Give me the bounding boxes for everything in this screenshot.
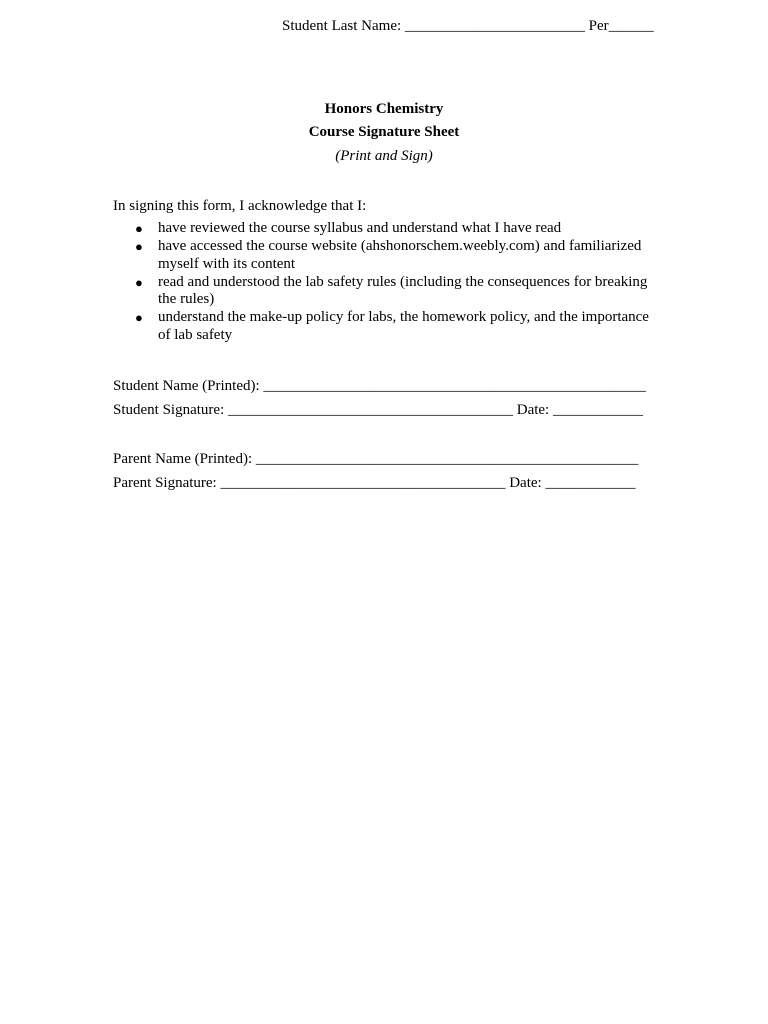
parent-name-line: Parent Name (Printed): ___________________________________________________: [113, 451, 639, 467]
sheet-title: Course Signature Sheet: [308, 124, 460, 140]
student-name-line: Student Name (Printed): ___________________________________________________: [113, 378, 646, 394]
acknowledgement-list: [113, 220, 658, 345]
sheet-subtitle: (Print and Sign): [335, 148, 433, 164]
list-item: [113, 309, 658, 344]
list-item: [113, 220, 658, 238]
bullet-icon: ●: [135, 221, 143, 236]
bullet-icon: ●: [135, 274, 143, 290]
acknowledgement-intro: In signing this form, I acknowledge that I:: [113, 198, 367, 214]
bullet-icon: ●: [135, 310, 143, 325]
student-last-name-period-line: Student Last Name: ________________________ Per______: [282, 18, 654, 34]
list-item: [113, 238, 658, 273]
list-item-text: understand the make-up policy for labs, the homework policy, and the importance of lab safety: [158, 309, 649, 343]
bullet-icon: ●: [135, 239, 143, 254]
list-item-text: read and understood the lab safety rules (including the consequences for breaking the rules): [158, 273, 648, 307]
parent-signature-line: Parent Signature: ______________________________________ Date: ____________: [113, 475, 636, 491]
list-item: [113, 274, 658, 309]
student-signature-line: Student Signature: ______________________________________ Date: ____________: [113, 402, 643, 418]
list-item-text: have accessed the course website (ahshonorschem.weebly.com) and familiarized myself with its content: [158, 238, 642, 272]
course-title: Honors Chemistry: [324, 101, 444, 117]
list-item-text: have reviewed the course syllabus and understand what I have read: [158, 220, 562, 236]
title-block: [0, 98, 768, 168]
